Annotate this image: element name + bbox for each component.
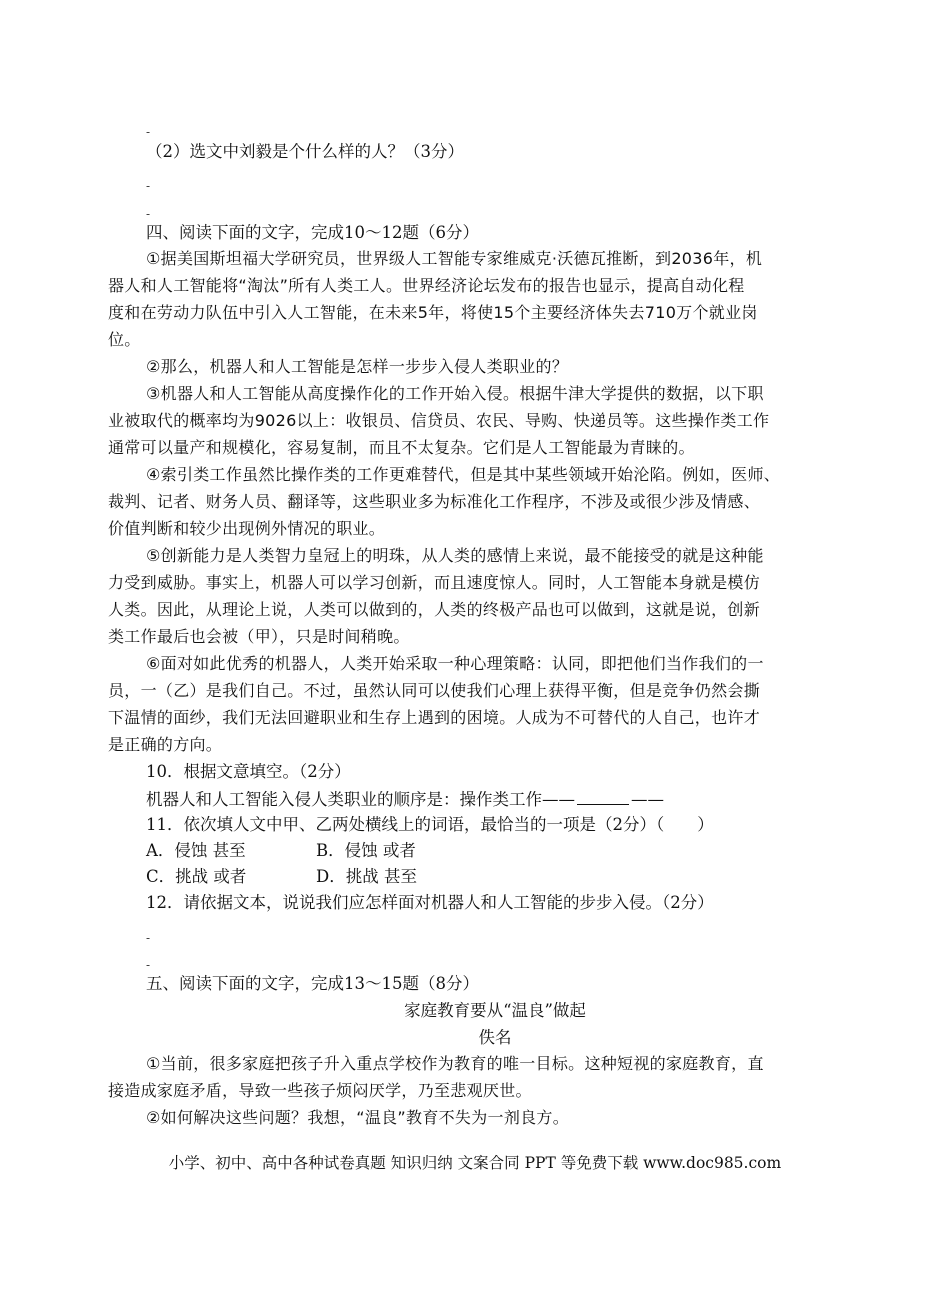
question-10-suffix: ——	[631, 790, 664, 809]
s4-p5-line-1: ⑤创新能力是人类智力皇冠上的明珠，从人类的感情上来说，最不能接受的就是这种能	[146, 546, 764, 565]
s4-p6-line-4: 是正确的方向。	[108, 735, 223, 754]
fill-in-blank[interactable]	[577, 788, 629, 805]
question-10: 10．根据文意填空。（2分）	[146, 762, 351, 781]
question-11: 11．依次填人文中甲、乙两处横线上的词语，最恰当的一项是（2分）（ ）	[146, 815, 714, 834]
s4-p2-line-1: ②那么，机器人和人工智能是怎样一步步入侵人类职业的？	[146, 357, 569, 376]
s4-p5-line-4: 类工作最后也会被（甲），只是时间稍晚。	[108, 627, 410, 646]
question-9-2: （2）选文中刘毅是个什么样的人？（3分）	[146, 142, 464, 161]
option-b: B．侵蚀 或者	[316, 841, 416, 860]
question-11-options-row-1	[146, 840, 416, 862]
s4-p5-line-3: 人类。因此，从理论上说，人类可以做到的，人类的终极产品也可以做到，这就是说，创新	[108, 600, 761, 619]
answer-line-dash: -	[146, 958, 151, 972]
s4-p6-line-2: 员，一（乙）是我们自己。不过，虽然认同可以使我们心理上获得平衡，但是竞争仍然会撕	[108, 681, 761, 700]
s4-p1-line-4: 位。	[108, 330, 141, 349]
option-d: D．挑战 甚至	[316, 867, 417, 886]
question-10-prefix: 机器人和人工智能入侵人类职业的顺序是：操作类工作——	[146, 790, 575, 809]
article-author: 佚名	[478, 1028, 512, 1047]
article-title: 家庭教育要从“温良”做起	[404, 1001, 586, 1020]
s4-p4-line-1: ④索引类工作虽然比操作类的工作更难替代，但是其中某些领域开始沦陷。例如，医师、	[146, 465, 781, 484]
question-10-fill-line	[146, 788, 664, 811]
answer-line-dash: -	[146, 179, 151, 193]
question-12: 12．请依据文本，说说我们应怎样面对机器人和人工智能的步步入侵。（2分）	[146, 893, 714, 912]
s4-p4-line-2: 裁判、记者、财务人员、翻译等，这些职业多为标准化工作程序，不涉及或很少涉及情感、	[108, 492, 761, 511]
answer-line-dash: -	[146, 125, 151, 139]
option-c: C．挑战 或者	[146, 867, 247, 886]
s4-p3-line-1: ③机器人和人工智能从高度操作化的工作开始入侵。根据牛津大学提供的数据，以下职	[146, 384, 764, 403]
s4-p6-line-1: ⑥面对如此优秀的机器人，人类开始采取一种心理策略：认同，即把他们当作我们的一	[146, 654, 764, 673]
s4-p1-line-1: ①据美国斯坦福大学研究员，世界级人工智能专家维威克·沃德瓦推断，到2036年，机	[146, 249, 763, 268]
s4-p6-line-3: 下温情的面纱，我们无法回避职业和生存上遇到的困境。人成为不可替代的人自己，也许才	[108, 708, 761, 727]
s4-p4-line-3: 价值判断和较少出现例外情况的职业。	[108, 519, 386, 538]
section-5-heading: 五、阅读下面的文字，完成13～15题（8分）	[146, 974, 479, 993]
s4-p1-line-2: 器人和人工智能将“淘汰”所有人类工人。世界经济论坛发布的报告也显示，提高自动化程	[108, 276, 745, 295]
s4-p5-line-2: 力受到威胁。事实上，机器人可以学习创新，而且速度惊人。同时，人工智能本身就是模仿	[108, 573, 761, 592]
answer-line-dash: -	[146, 207, 151, 221]
s5-p1-line-2: 接造成家庭矛盾，导致一些孩子烦闷厌学，乃至悲观厌世。	[108, 1081, 532, 1100]
s5-p1-line-1: ①当前，很多家庭把孩子升入重点学校作为教育的唯一目标。这种短视的家庭教育，直	[146, 1054, 764, 1073]
section-4-heading: 四、阅读下面的文字，完成10～12题（6分）	[146, 223, 479, 242]
s4-p3-line-2: 业被取代的概率均为9026以上：收银员、信贷员、农民、导购、快递员等。这些操作类工作	[108, 411, 770, 430]
s4-p3-line-3: 通常可以量产和规模化，容易复制，而且不太复杂。它们是人工智能最为青睐的。	[108, 438, 695, 457]
s4-p1-line-3: 度和在劳动力队伍中引入人工智能，在未来5年，将使15个主要经济体失去710万个就业岗	[108, 303, 758, 322]
s5-p2-line-1: ②如何解决这些问题？我想，“温良”教育不失为一剂良方。	[146, 1108, 570, 1127]
answer-line-dash: -	[146, 931, 151, 945]
option-a: A．侵蚀 甚至	[146, 841, 246, 860]
question-11-options-row-2	[146, 866, 417, 888]
page-footer: 小学、初中、高中各种试卷真题 知识归纳 文案合同 PPT 等免费下载 www.doc985.com	[168, 1154, 782, 1172]
